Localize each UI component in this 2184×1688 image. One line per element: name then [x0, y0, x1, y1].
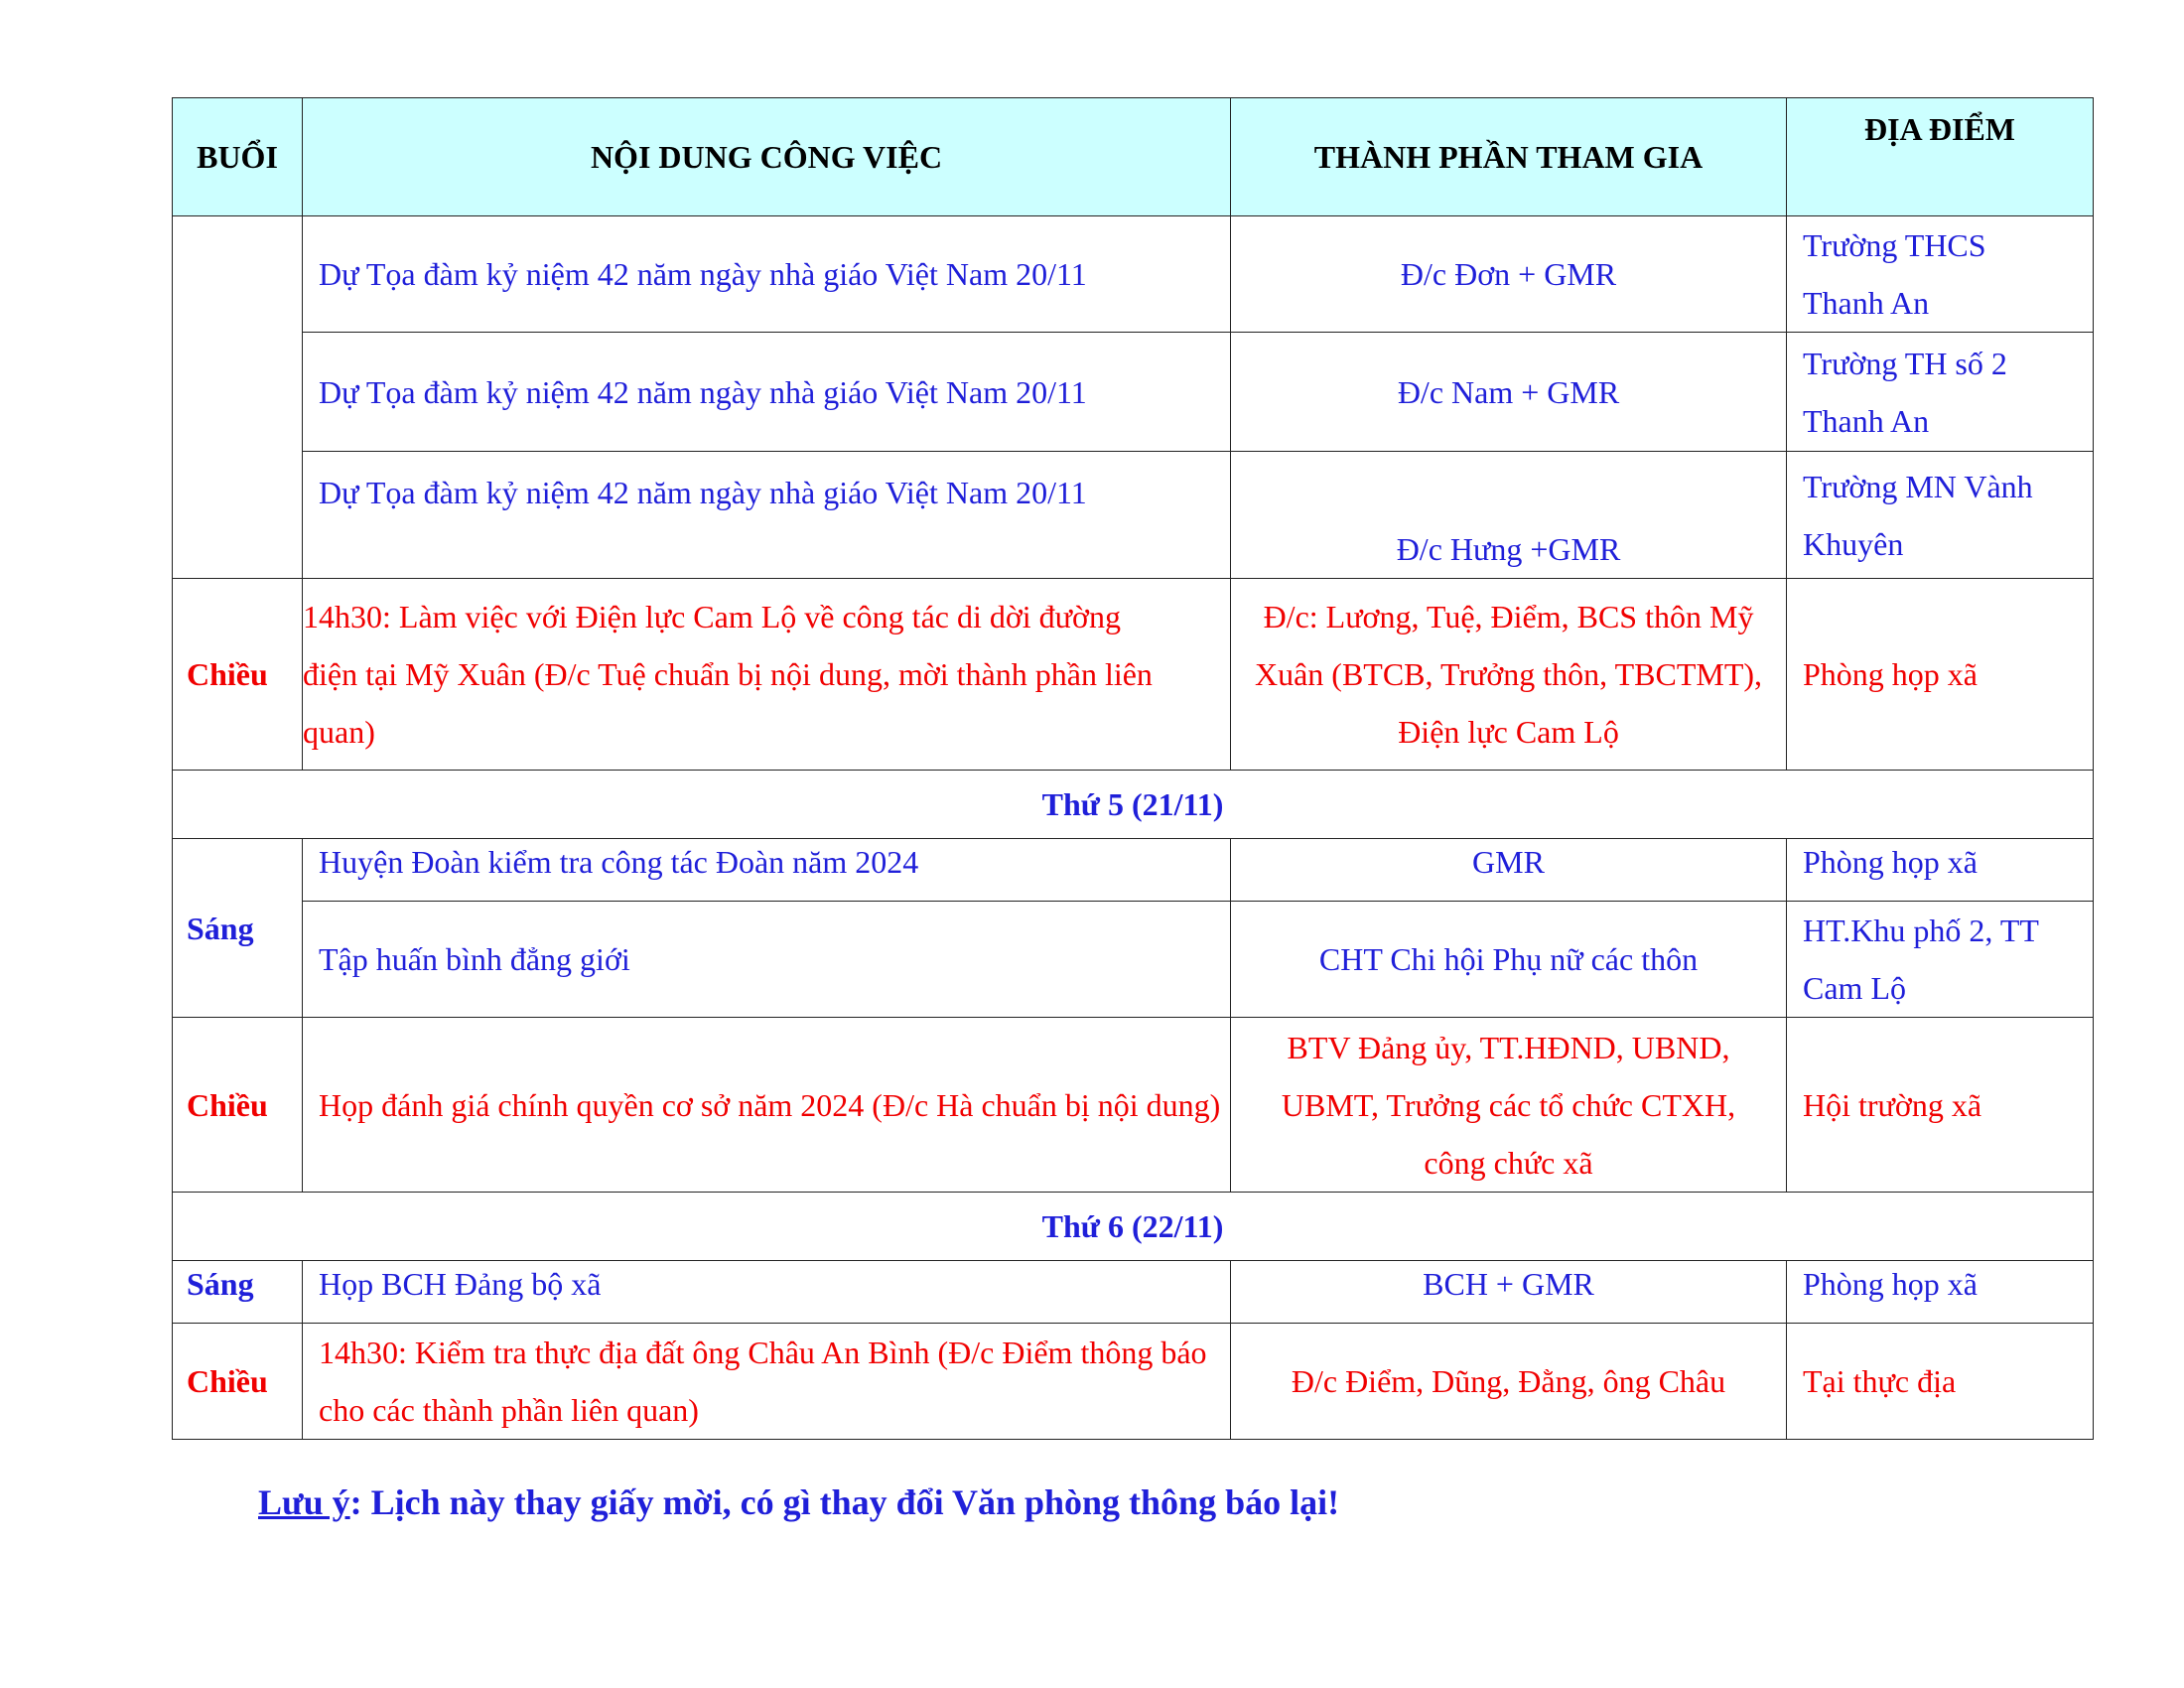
day-title: Thứ 5 (21/11) — [173, 771, 2094, 839]
table-row — [173, 839, 2094, 902]
participants-cell: GMR — [1231, 839, 1787, 902]
participants-line: Điện lực Cam Lộ — [1398, 714, 1619, 750]
participants-cell: Đ/c Hưng +GMR — [1231, 452, 1787, 579]
participants-cell: CHT Chi hội Phụ nữ các thôn — [1231, 902, 1787, 1018]
table-row — [173, 579, 2094, 771]
location-line: Trường THCS — [1803, 227, 1986, 263]
schedule-table — [172, 97, 2094, 1440]
session-cell: Sáng — [173, 839, 303, 1018]
content-cell: Họp BCH Đảng bộ xã — [303, 1261, 1231, 1324]
session-cell: Sáng — [173, 1261, 303, 1324]
participants-cell: Đ/c Nam + GMR — [1231, 333, 1787, 452]
table-row — [173, 452, 2094, 579]
table-row — [173, 1261, 2094, 1324]
location-line: Thanh An — [1803, 402, 1930, 439]
header-row — [173, 98, 2094, 216]
content-line: 14h30: Làm việc với Điện lực Cam Lộ về công tác di dời đường — [303, 599, 1121, 634]
participants-cell: Đ/c Điểm, Dũng, Đằng, ông Châu — [1231, 1324, 1787, 1440]
session-cell: Chiều — [173, 579, 303, 771]
participants-cell: Đ/c Đơn + GMR — [1231, 216, 1787, 333]
content-line: 14h30: Kiểm tra thực địa đất ông Châu An Bình (Đ/c Điểm thông báo — [319, 1335, 1207, 1370]
location-line: Trường MN Vành — [1803, 468, 2033, 504]
location-line: Thanh An — [1803, 285, 1930, 321]
location-cell — [1787, 216, 2094, 333]
location-line: Trường TH số 2 — [1803, 345, 2007, 381]
table-row — [173, 333, 2094, 452]
location-cell: Hội trường xã — [1787, 1018, 2094, 1193]
session-cell: Chiều — [173, 1018, 303, 1193]
content-cell: Dự Tọa đàm kỷ niệm 42 năm ngày nhà giáo Việt Nam 20/11 — [303, 452, 1231, 579]
location-line: Khuyên — [1803, 525, 1904, 562]
participants-line: UBMT, Trưởng các tổ chức CTXH, — [1281, 1086, 1736, 1123]
content-line: điện tại Mỹ Xuân (Đ/c Tuệ chuẩn bị nội dung, mời thành phần liên — [303, 656, 1153, 692]
day-header-row — [173, 1193, 2094, 1261]
session-cell: Chiều — [173, 1324, 303, 1440]
note-text: : Lịch này thay giấy mời, có gì thay đổi Văn phòng thông báo lại! — [349, 1482, 1340, 1522]
table-row — [173, 902, 2094, 1018]
content-cell: Dự Tọa đàm kỷ niệm 42 năm ngày nhà giáo Việt Nam 20/11 — [303, 333, 1231, 452]
location-cell — [1787, 333, 2094, 452]
participants-cell — [1231, 1018, 1787, 1193]
content-line: quan) — [303, 714, 375, 750]
participants-cell: BCH + GMR — [1231, 1261, 1787, 1324]
participants-line: Đ/c: Lương, Tuệ, Điểm, BCS thôn Mỹ — [1263, 599, 1754, 634]
participants-line: Xuân (BTCB, Trưởng thôn, TBCTMT), — [1254, 656, 1763, 692]
footer-note — [258, 1481, 1339, 1523]
location-cell: Phòng họp xã — [1787, 1261, 2094, 1324]
content-cell: Huyện Đoàn kiểm tra công tác Đoàn năm 2024 — [303, 839, 1231, 902]
session-cell-empty — [173, 216, 303, 579]
location-cell: Phòng họp xã — [1787, 579, 2094, 771]
header-location: ĐỊA ĐIỂM — [1787, 98, 2094, 216]
participants-cell — [1231, 579, 1787, 771]
day-header-row — [173, 771, 2094, 839]
header-session: BUỔI — [173, 98, 303, 216]
header-participants: THÀNH PHẦN THAM GIA — [1231, 98, 1787, 216]
header-content: NỘI DUNG CÔNG VIỆC — [303, 98, 1231, 216]
content-line: cho các thành phần liên quan) — [319, 1392, 699, 1428]
location-cell — [1787, 452, 2094, 579]
note-label: Lưu ý — [258, 1482, 350, 1522]
location-cell: Tại thực địa — [1787, 1324, 2094, 1440]
content-cell — [303, 1324, 1231, 1440]
table-row — [173, 1018, 2094, 1193]
content-cell — [303, 579, 1231, 771]
location-line: Cam Lộ — [1803, 970, 1906, 1006]
day-title: Thứ 6 (22/11) — [173, 1193, 2094, 1261]
content-cell: Họp đánh giá chính quyền cơ sở năm 2024 (Đ/c Hà chuẩn bị nội dung) — [303, 1018, 1231, 1193]
content-cell: Tập huấn bình đẳng giới — [303, 902, 1231, 1018]
content-cell: Dự Tọa đàm kỷ niệm 42 năm ngày nhà giáo Việt Nam 20/11 — [303, 216, 1231, 333]
participants-line: BTV Đảng ủy, TT.HĐND, UBND, — [1287, 1029, 1730, 1065]
table-row — [173, 1324, 2094, 1440]
location-cell: Phòng họp xã — [1787, 839, 2094, 902]
table-row — [173, 216, 2094, 333]
participants-line: công chức xã — [1424, 1144, 1593, 1181]
location-cell — [1787, 902, 2094, 1018]
location-line: HT.Khu phố 2, TT — [1803, 913, 2039, 948]
